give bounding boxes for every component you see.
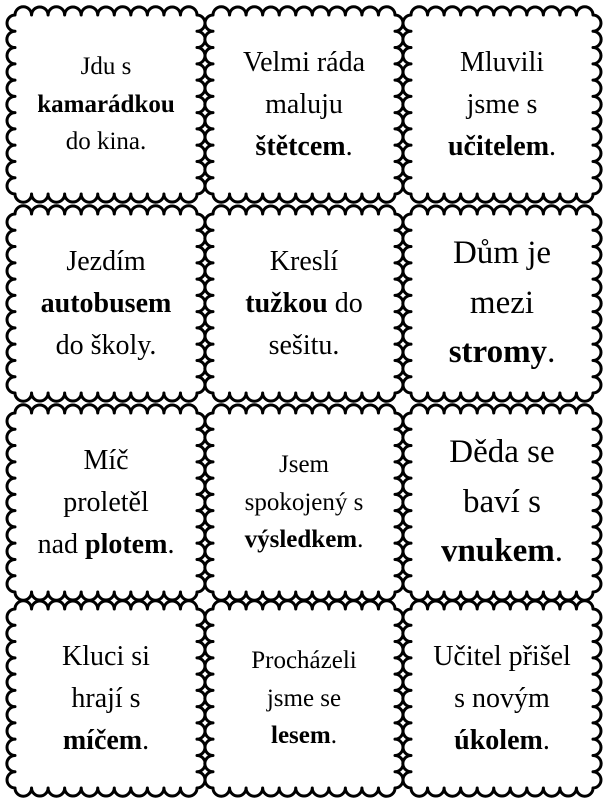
sentence-line xyxy=(66,246,145,277)
sentence-line xyxy=(448,131,556,162)
sentence-line xyxy=(38,529,175,560)
sentence-line xyxy=(63,487,149,518)
sentence-text: . xyxy=(554,533,563,570)
sentence-card-tuzkou xyxy=(206,207,402,400)
card-sentence xyxy=(220,221,388,386)
sentence-card-plotem xyxy=(8,406,204,599)
sentence-text: Velmi ráda xyxy=(242,46,366,78)
sentence-text: jsme se xyxy=(266,684,342,712)
sentence-line xyxy=(460,47,544,78)
sentence-text: . xyxy=(542,724,550,756)
sentence-line xyxy=(243,47,365,78)
sentence-card-lesem xyxy=(206,602,402,795)
highlighted-word: tužkou xyxy=(245,287,328,319)
sentence-line xyxy=(83,445,128,476)
highlighted-word: štětcem xyxy=(255,130,346,162)
sentence-text: nad xyxy=(37,528,85,560)
sentence-text: spokojený s xyxy=(244,488,364,516)
sentence-text: Jezdím xyxy=(66,245,146,277)
sentence-line xyxy=(279,451,329,478)
card-sentence xyxy=(418,616,586,781)
sentence-line xyxy=(66,128,147,155)
sentence-text: Děda se xyxy=(449,434,555,471)
sentence-line xyxy=(453,235,551,271)
sentence-card-micem xyxy=(8,602,204,795)
sentence-line xyxy=(454,683,550,714)
sentence-line xyxy=(62,641,150,672)
sentence-text: . xyxy=(330,722,337,750)
sentence-text: do školy. xyxy=(55,329,157,361)
sentence-text: maluju xyxy=(265,88,343,120)
card-sentence xyxy=(22,616,190,781)
sentence-text: . xyxy=(167,528,175,560)
sentence-card-ucitelem xyxy=(404,8,600,201)
sentence-text: Mluvili xyxy=(459,46,544,78)
sentence-text: Kluci si xyxy=(62,640,150,672)
sentence-text: Dům je xyxy=(452,235,552,272)
sentence-card-ukolem xyxy=(404,602,600,795)
sentence-card-vnukem xyxy=(404,406,600,599)
sentence-line xyxy=(467,89,538,120)
card-sentence xyxy=(22,22,190,187)
sentence-line xyxy=(433,641,571,672)
highlighted-word: výsledkem xyxy=(244,526,358,554)
card-sentence xyxy=(22,420,190,585)
sentence-line xyxy=(255,131,352,162)
sentence-text: proletěl xyxy=(63,486,149,518)
highlighted-word: učitelem xyxy=(447,130,550,162)
sentence-line xyxy=(41,288,172,319)
sentence-line xyxy=(251,647,357,674)
sentence-line xyxy=(441,533,563,569)
card-sentence xyxy=(220,616,388,781)
highlighted-word: plotem xyxy=(85,528,168,560)
sentence-text: s novým xyxy=(454,682,550,714)
sentence-text: baví s xyxy=(463,483,541,520)
sentence-text: do xyxy=(327,287,363,319)
sentence-line xyxy=(63,725,149,756)
sentence-line xyxy=(454,725,550,756)
sentence-text: mezi xyxy=(469,284,535,321)
sentence-text: do kina. xyxy=(65,128,147,156)
sentence-line xyxy=(245,526,364,553)
highlighted-word: lesem xyxy=(271,722,331,750)
sentence-line xyxy=(269,330,340,361)
highlighted-word: stromy xyxy=(448,334,548,371)
sentence-card-stetcem xyxy=(206,8,402,201)
sentence-line xyxy=(463,484,541,520)
card-sentence xyxy=(418,420,586,585)
sentence-card-vysledkem xyxy=(206,406,402,599)
highlighted-word: úkolem xyxy=(454,724,543,756)
highlighted-word: vnukem xyxy=(441,533,555,570)
sentence-line xyxy=(449,334,556,370)
card-sentence xyxy=(220,420,388,585)
card-sentence xyxy=(220,22,388,187)
sentence-text: . xyxy=(142,724,150,756)
sentence-card-stromy xyxy=(404,207,600,400)
sentence-text: . xyxy=(357,526,364,554)
card-sentence xyxy=(418,221,586,386)
sentence-line xyxy=(56,330,157,361)
sentence-text: sešitu. xyxy=(268,329,340,361)
sentence-text: Učitel přišel xyxy=(433,640,571,672)
sentence-text: Jsem xyxy=(279,451,329,479)
sentence-text: Jdu s xyxy=(80,53,132,81)
sentence-line xyxy=(449,434,554,470)
sentence-card-kamaradkou xyxy=(8,8,204,201)
sentence-line xyxy=(271,722,337,749)
card-sentence xyxy=(418,22,586,187)
sentence-text: jsme s xyxy=(466,88,538,120)
sentence-line xyxy=(265,89,343,120)
sentence-text: Procházeli xyxy=(251,647,357,675)
sentence-text: Míč xyxy=(83,444,129,476)
highlighted-word: míčem xyxy=(62,724,143,756)
sentence-text: . xyxy=(549,130,557,162)
sentence-line xyxy=(245,489,364,516)
sentence-text: . xyxy=(547,334,556,371)
highlighted-word: kamarádkou xyxy=(37,90,175,118)
sentence-line xyxy=(81,53,132,80)
sentence-line xyxy=(37,91,175,118)
card-sentence xyxy=(22,221,190,386)
sentence-card-autobusem xyxy=(8,207,204,400)
sentence-line xyxy=(270,246,338,277)
sentence-text: . xyxy=(345,130,353,162)
sentence-line xyxy=(245,288,362,319)
sentence-line xyxy=(470,285,534,321)
sentence-line xyxy=(71,683,140,714)
sentence-text: hrají s xyxy=(71,682,141,714)
highlighted-word: autobusem xyxy=(40,287,172,319)
sentence-line xyxy=(267,685,341,712)
sentence-text: Kreslí xyxy=(269,245,339,277)
